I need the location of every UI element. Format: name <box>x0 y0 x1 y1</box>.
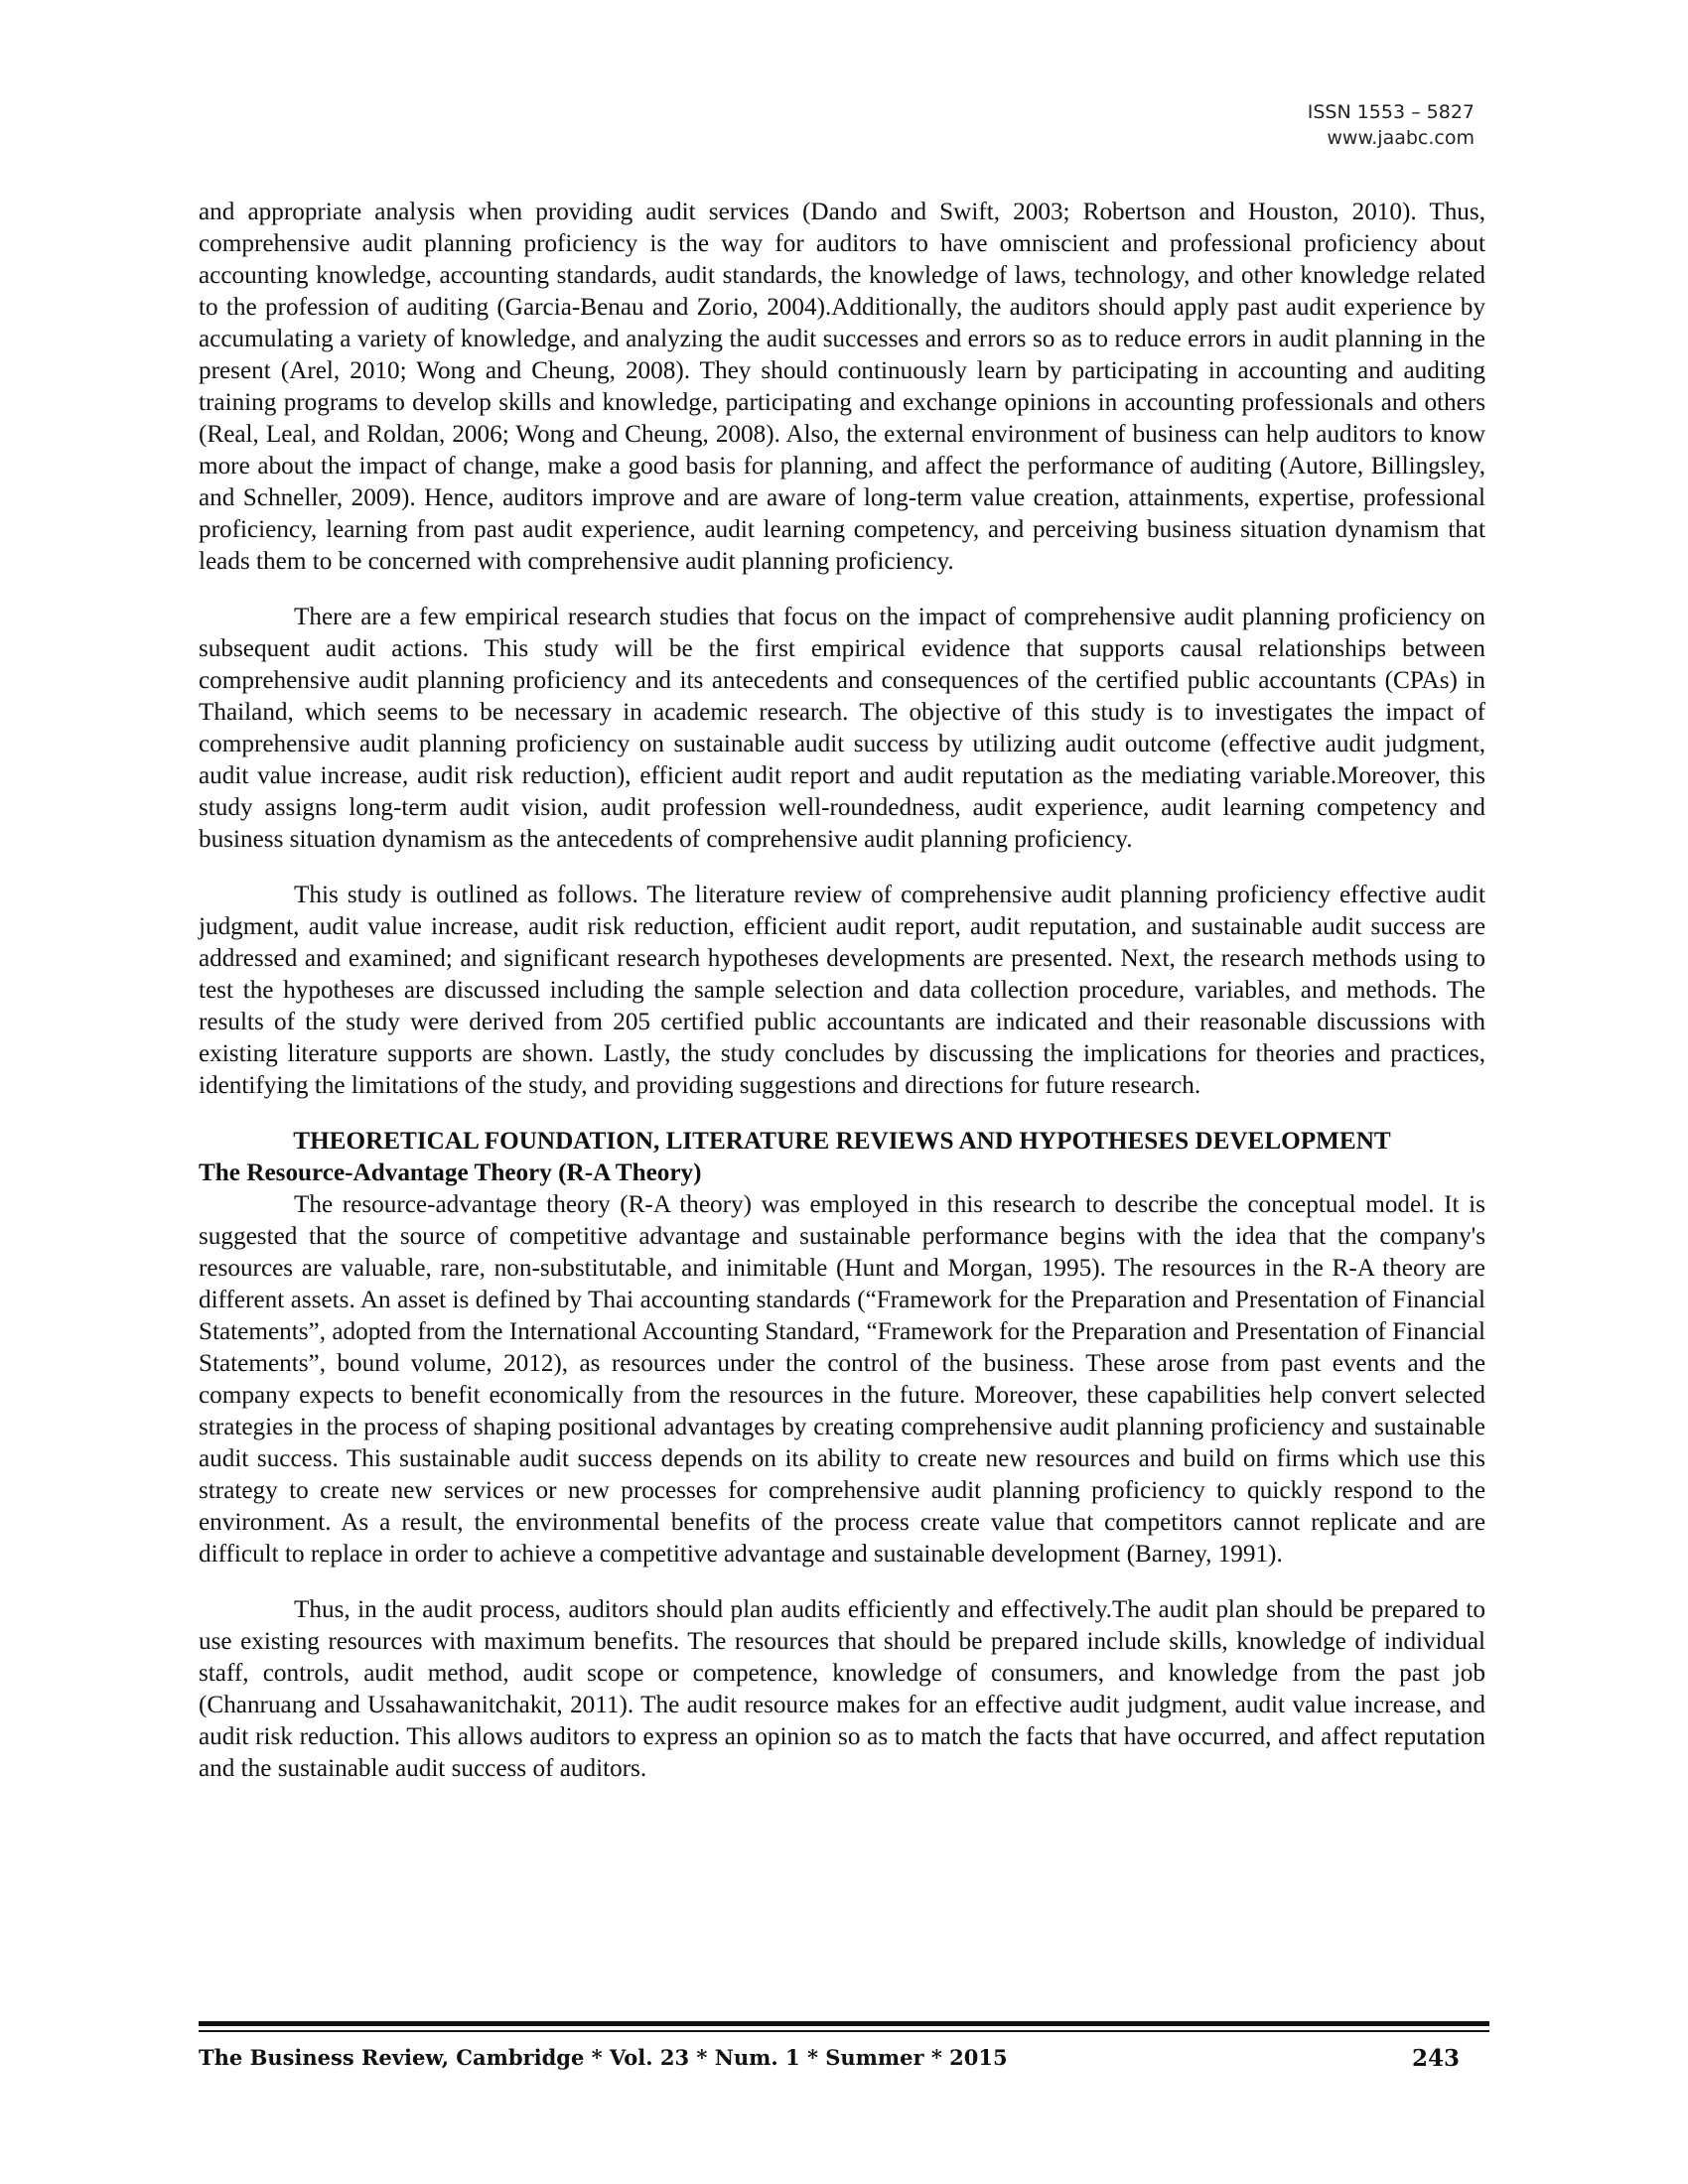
paragraph-1: and appropriate analysis when providing audit services (Dando and Swift, 2003; Robertson and Houston, 2010). Thus, comprehensive audit planning proficiency is the way for auditors to have omniscient and professional proficiency about accounting knowledge, accounting standards, audit standards, the knowledge of laws, technology, and other knowledge related to the profession of auditing (Garcia-Benau and Zorio, 2004).Additionally, the auditors should apply past audit experience by accumulating a variety of knowledge, and analyzing the audit successes and errors so as to reduce errors in audit planning in the present (Arel, 2010; Wong and Cheung, 2008). They should continuously learn by participating in accounting and auditing training programs to develop skills and knowledge, participating and exchange opinions in accounting professionals and others (Real, Leal, and Roldan, 2006; Wong and Cheung, 2008). Also, the external environment of business can help auditors to know more about the impact of change, make a good basis for planning, and affect the performance of auditing (Autore, Billingsley, and Schneller, 2009). Hence, auditors improve and are aware of long-term value creation, attainments, expertise, professional proficiency, learning from past audit experience, audit learning competency, and perceiving business situation dynamism that leads them to be concerned with comprehensive audit planning proficiency. <box>199 199 1485 575</box>
paragraph-3: This study is outlined as follows. The literature review of comprehensive audit planning proficiency effective audit judgment, audit value increase, audit risk reduction, efficient audit report, audit reputation, and sustainable audit success are addressed and examined; and significant research hypotheses developments are presented. Next, the research methods using to test the hypotheses are discussed including the sample selection and data collection procedure, variables, and methods. The results of the study were derived from 205 certified public accountants are indicated and their reasonable discussions with existing literature supports are shown. Lastly, the study concludes by discussing the implications for theories and practices, identifying the limitations of the study, and providing suggestions and directions for future research. <box>199 882 1485 1099</box>
paragraph-4: The resource-advantage theory (R-A theory) was employed in this research to describe the conceptual model. It is suggested that the source of competitive advantage and sustainable performance begins with the idea that the company's resources are valuable, rare, non-substitutable, and inimitable (Hunt and Morgan, 1995). The resources in the R-A theory are different assets. An asset is defined by Thai accounting standards (“Framework for the Preparation and Presentation of Financial Statements”, adopted from the International Accounting Standard, “Framework for the Preparation and Presentation of Financial Statements”, bound volume, 2012), as resources under the control of the business. These arose from past events and the company expects to benefit economically from the resources in the future. Moreover, these capabilities help convert selected strategies in the process of shaping positional advantages by creating comprehensive audit planning proficiency and sustainable audit success. This sustainable audit success depends on its ability to create new resources and build on firms which use this strategy to create new services or new processes for comprehensive audit planning proficiency to quickly respond to the environment. As a result, the environmental benefits of the process create value that competitors cannot replicate and are difficult to replace in order to achieve a competitive advantage and sustainable development (Barney, 1991). <box>199 1191 1485 1568</box>
section-heading: THEORETICAL FOUNDATION, LITERATURE REVIEWS AND HYPOTHESES DEVELOPMENT <box>293 1128 1391 1155</box>
paragraph-5: Thus, in the audit process, auditors should plan audits efficiently and effectively.The audit plan should be prepared to use existing resources with maximum benefits. The resources that should be prepared include skills, knowledge of individual staff, controls, audit method, audit scope or competence, knowledge of consumers, and knowledge from the past job (Chanruang and Ussahawanitchakit, 2011). The audit resource makes for an effective audit judgment, audit value increase, and audit risk reduction. This allows auditors to express an opinion so as to match the facts that have occurred, and affect reputation and the sustainable audit success of auditors. <box>199 1596 1485 1782</box>
subsection-heading: The Resource-Advantage Theory (R-A Theory) <box>199 1160 702 1186</box>
article-body <box>199 197 1485 1785</box>
issn-label: ISSN 1553 – 5827 <box>1307 101 1475 123</box>
page-header <box>1308 99 1475 151</box>
paragraph-2: There are a few empirical research studies that focus on the impact of comprehensive audit planning proficiency on subsequent audit actions. This study will be the first empirical evidence that supports causal relationships between comprehensive audit planning proficiency and its antecedents and consequences of the certified public accountants (CPAs) in Thailand, which seems to be necessary in academic research. The objective of this study is to investigates the impact of comprehensive audit planning proficiency on sustainable audit success by utilizing audit outcome (effective audit judgment, audit value increase, audit risk reduction), efficient audit report and audit reputation as the mediating variable.Moreover, this study assigns long-term audit vision, audit profession well-roundedness, audit experience, audit learning competency and business situation dynamism as the antecedents of comprehensive audit planning proficiency. <box>199 604 1485 853</box>
footer-rule-thin <box>199 2030 1489 2032</box>
page-number: 243 <box>1411 2045 1460 2072</box>
journal-citation: The Business Review, Cambridge * Vol. 23 * Num. 1 * Summer * 2015 <box>199 2045 1008 2070</box>
footer-rule-thick <box>199 2021 1489 2026</box>
journal-website: www.jaabc.com <box>1327 127 1475 149</box>
